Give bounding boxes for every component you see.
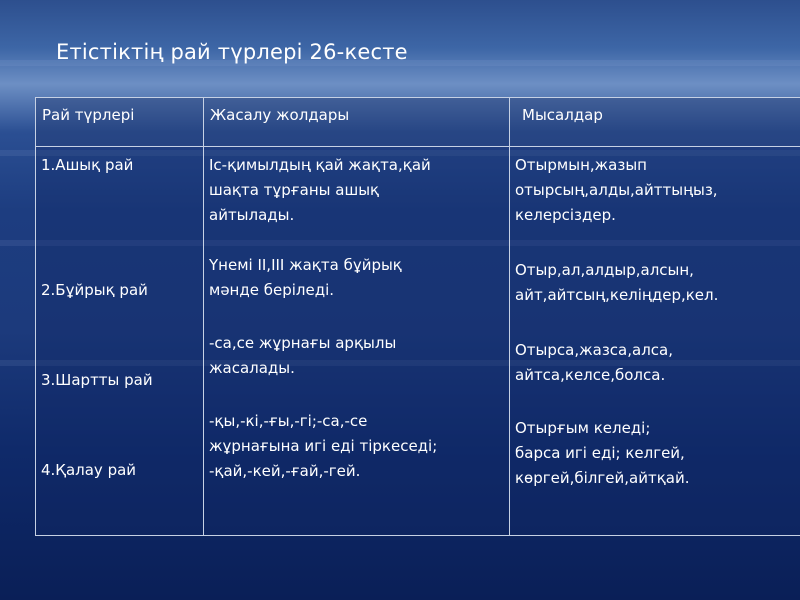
example-line: отырсың,алды,айттыңыз, [515, 181, 718, 199]
moods-cell [36, 147, 204, 536]
mood-table [35, 97, 800, 536]
example-line: келерсіздер. [515, 206, 616, 224]
header-mood-types: Рай түрлері [36, 98, 204, 147]
formation-line: Іс-қимылдың қай жақта,қай [209, 156, 431, 174]
formation-line: -са,се жұрнағы арқылы [209, 334, 397, 352]
table-header-row [36, 98, 800, 147]
example-line: Отырғым келеді; [515, 419, 651, 437]
formation-line: -қай,-кей,-ғай,-гей. [209, 462, 361, 480]
examples-cell [510, 147, 800, 536]
mood-conditional: 3.Шартты рай [41, 371, 153, 389]
example-line: айт,айтсың,келіңдер,кел. [515, 286, 719, 304]
formation-line: айтылады. [209, 206, 295, 224]
example-line: барса игі еді; келгей, [515, 444, 685, 462]
formation-line: шақта тұрғаны ашық [209, 181, 380, 199]
example-line: айтса,келсе,болса. [515, 366, 666, 384]
mood-optative: 4.Қалау рай [41, 461, 137, 479]
mood-indicative: 1.Ашық рай [41, 156, 134, 174]
formation-line: жұрнағына игі еді тіркеседі; [209, 437, 438, 455]
header-examples: Мысалдар [510, 98, 800, 147]
formation-line: жасалады. [209, 359, 295, 377]
formation-cell [204, 147, 510, 536]
slide-title: Етістіктің рай түрлері 26-кесте [56, 40, 408, 64]
example-line: Отырса,жазса,алса, [515, 341, 673, 359]
mood-imperative: 2.Бұйрық рай [41, 281, 148, 299]
header-formation: Жасалу жолдары [204, 98, 510, 147]
example-line: Отыр,ал,алдыр,алсын, [515, 261, 694, 279]
formation-line: -қы,-кі,-ғы,-гі;-са,-се [209, 412, 368, 430]
example-line: Отырмын,жазып [515, 156, 647, 174]
table-row [36, 147, 800, 536]
formation-line: Үнемі II,III жақта бұйрық [209, 256, 402, 274]
formation-line: мәнде беріледі. [209, 281, 335, 299]
example-line: көргей,білгей,айтқай. [515, 469, 690, 487]
